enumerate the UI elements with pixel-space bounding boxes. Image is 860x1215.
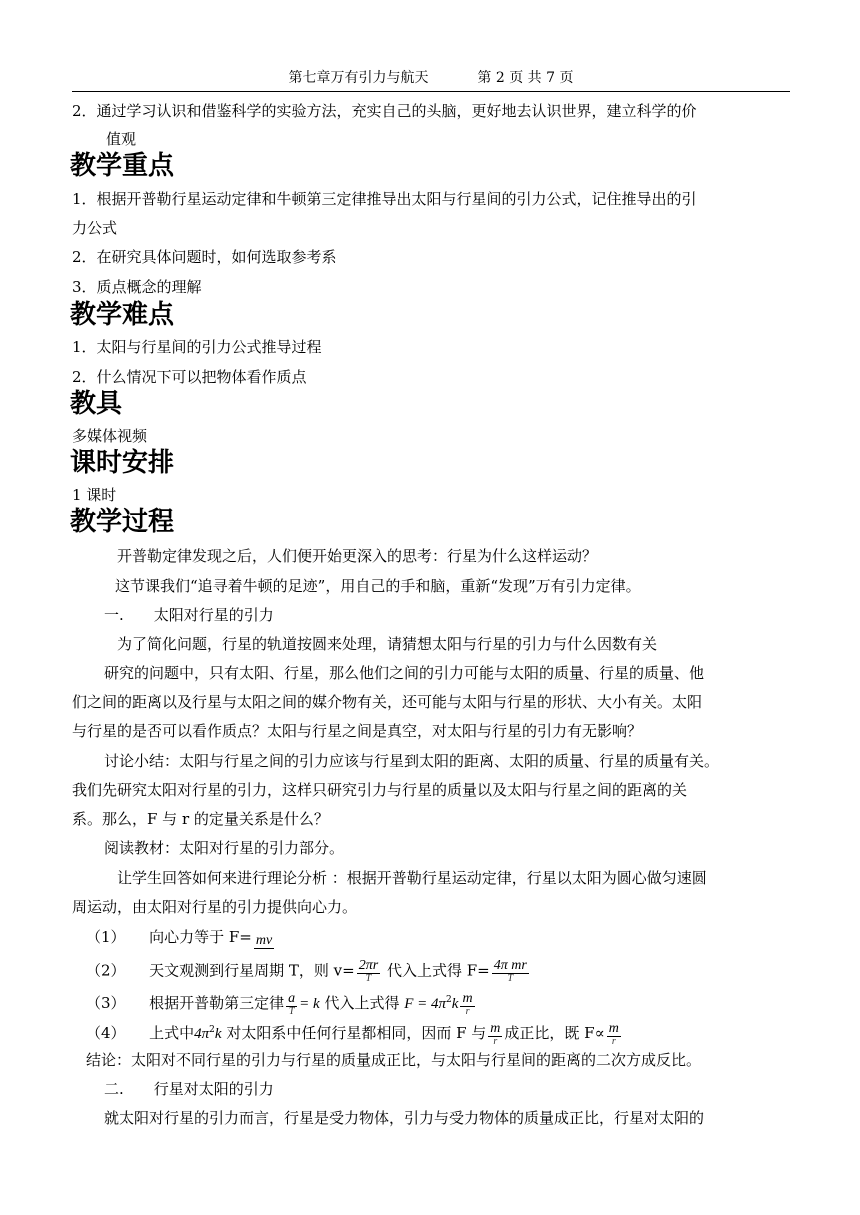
process-paragraph-7-line2: 周运动，由太阳对行星的引力提供向心力。 [72,898,358,916]
schedule-text: 1 课时 [72,486,117,504]
formula-step-4: （4） 上式中$4\pi^2k$ 对太阳系中任何行星都相同，因而 F 与 $\frac{m}{r}$ 成正比，既 F∝ $\frac{m}{r}$ [86,1020,619,1047]
formula-kepler-fraction: $\frac{a}{T}$ [288,990,296,1017]
formula-mass-over-r2-fraction: $\frac{m}{r}$ [462,990,473,1017]
formula-step-2-mid: 代入上式得 F= [386,961,490,980]
focus-item-1-line2: 力公式 [72,219,118,237]
heading-teaching-process: 教学过程 [70,507,175,537]
objective-item-2-line2: 值观 [106,130,137,148]
formula-centripetal-fraction: mv [255,933,273,948]
process-paragraph-4-line3: 与行星的是否可以看作质点？太阳与行星之间是真空，对太阳与行星的引力有无影响？ [72,722,643,740]
process-paragraph-2: 这节课我们“追寻着牛顿的足迹”，用自己的手和脑，重新“发现”万有引力定律。 [115,577,641,595]
formula-step-3: （3） 根据开普勒第三定律 $\frac{a}{T}$ = k 代入上式得 $F = 4\pi^2k$ $\frac{m}{r}$ [86,990,473,1017]
heading-teaching-tools: 教具 [70,389,123,419]
formula-step-1 [86,927,804,959]
heading-teaching-focus: 教学重点 [70,151,175,181]
section-2-title: 二. 行星对太阳的引力 [104,1080,274,1098]
page-header [72,69,790,92]
header-page-number: 第 2 页 共 7 页 [477,70,574,86]
formula-kepler-constant: = k [299,996,320,1012]
formula-step-3-k: k [451,996,459,1012]
formula-velocity-fraction: $\frac{2\pi r}{T}$ [358,958,379,984]
formula-step-4-label: （4） [86,1024,126,1042]
process-paragraph-8: 就太阳对行星的引力而言，行星是受力物体，引力与受力物体的质量成正比，行星对太阳的 [104,1109,705,1127]
process-paragraph-5-line2: 我们先研究太阳对行星的引力，这样只研究引力与行星的质量以及太阳与行星之间的距离的关 [72,781,688,799]
process-paragraph-5-line1: 讨论小结：太阳与行星之间的引力应该与行星到太阳的距离、太阳的质量、行星的质量有关。 [104,752,720,770]
formula-step-2-label: （2） [86,961,126,980]
formula-step-2 [86,959,804,984]
formula-step-1-label: （1） [86,928,126,946]
formula-step-4-expr: 4π [194,1026,210,1042]
formula-step-4-text2: 对太阳系中任何行星都相同，因而 F 与 [226,1024,487,1042]
formula-step-4-k: k [214,1026,222,1042]
formula-step-3-result: F = 4π [404,996,447,1012]
process-paragraph-3: 为了简化问题，行星的轨道按圆来处理，请猜想太阳与行星的引力与什么因数有关 [117,635,658,653]
process-paragraph-6: 阅读教材：太阳对行星的引力部分。 [104,839,345,857]
process-paragraph-1: 开普勒定律发现之后，人们便开始更深入的思考：行星为什么这样运动？ [117,547,598,565]
heading-schedule: 课时安排 [70,448,175,478]
heading-teaching-difficulty: 教学难点 [70,300,175,330]
formula-force-fraction: $\frac{\text{4π mr}}{T}$ [493,958,527,984]
process-paragraph-4-line2: 们之间的距离以及行星与太阳之间的媒介物有关，还可能与太阳与行星的形状、大小有关。太阳 [72,693,703,711]
header-chapter: 第七章万有引力与航天 [288,70,429,86]
focus-item-3: 3．质点概念的理解 [72,278,202,296]
objective-item-2-line1: 2．通过学习认识和借鉴科学的实验方法，充实自己的头脑，更好地去认识世界，建立科学的价 [72,102,697,120]
formula-step-4-fraction-a: $\frac{m}{r}$ [490,1020,501,1047]
focus-item-2: 2．在研究具体问题时，如何选取参考系 [72,248,337,266]
formula-step-4-text1: 上式中 [149,1024,195,1042]
section-1-title: 一. 太阳对行星的引力 [104,606,274,624]
difficulty-item-1: 1．太阳与行星间的引力公式推导过程 [72,338,322,356]
formula-step-4-text3: 成正比，既 F∝ [504,1024,605,1042]
formula-step-3-mid: 代入上式得 [324,994,400,1012]
focus-item-1-line1: 1．根据开普勒行星运动定律和牛顿第三定律推导出太阳与行星间的引力公式，记住推导出的引 [72,190,697,208]
conclusion-text: 结论：太阳对不同行星的引力与行星的质量成正比，与太阳与行星间的距离的二次方成反比。 [86,1051,702,1069]
tools-text: 多媒体视频 [72,427,148,445]
process-paragraph-4-line1: 研究的问题中，只有太阳、行星，那么他们之间的引力可能与太阳的质量、行星的质量、他 [104,664,705,682]
formula-step-3-label: （3） [86,994,126,1012]
formula-step-1-text: 向心力等于 F= [149,928,252,946]
process-paragraph-5-line3: 系。那么，F 与 r 的定量关系是什么？ [72,810,329,828]
formula-step-2-text: 天文观测到行星周期 T，则 v= [149,961,355,980]
difficulty-item-2: 2．什么情况下可以把物体看作质点 [72,368,307,386]
formula-step-4-fraction-b: $\frac{m}{r}$ [608,1020,619,1047]
process-paragraph-7-line1: 让学生回答如何来进行理论分析 ：根据开普勒行星运动定律，行星以太阳为圆心做匀速圆 [117,869,707,887]
formula-step-3-text: 根据开普勒第三定律 [149,994,285,1012]
